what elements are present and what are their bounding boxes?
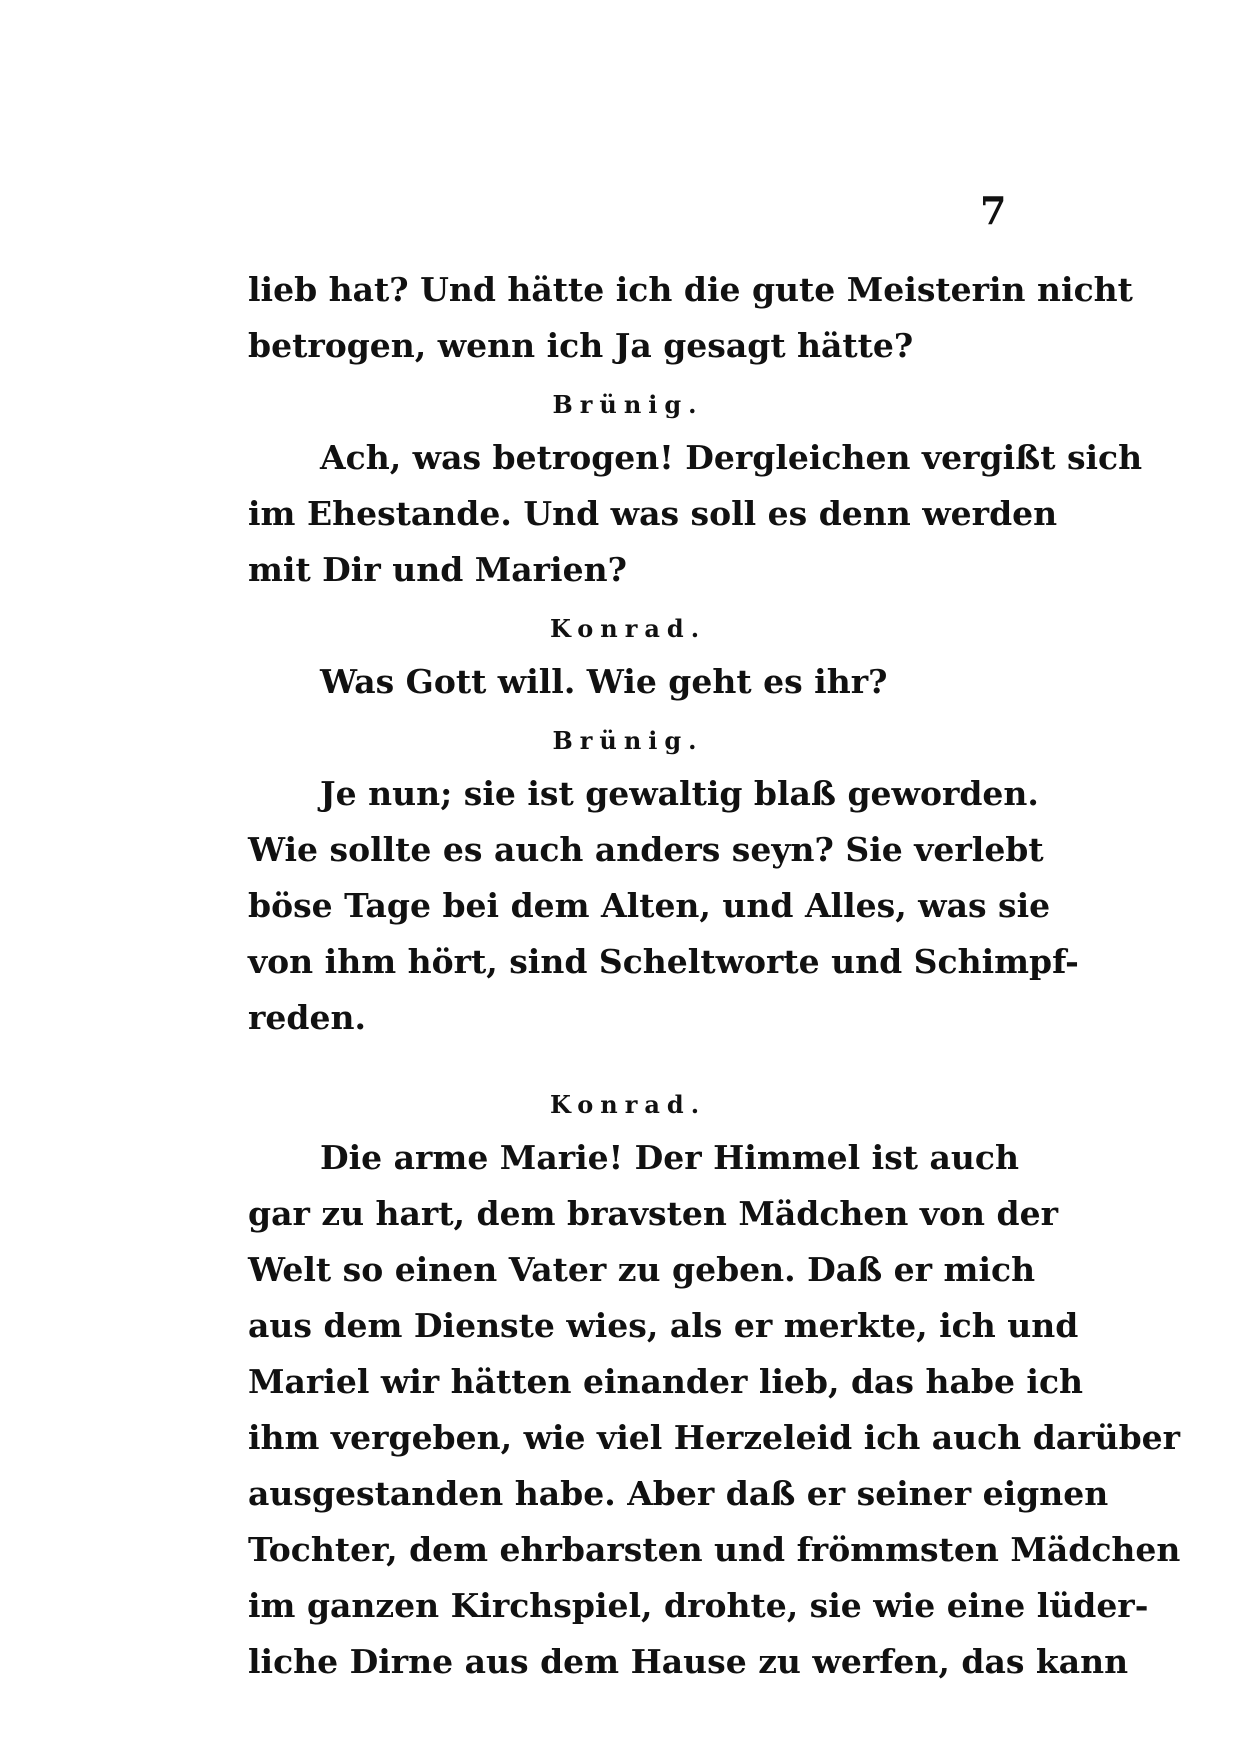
text-line: aus dem Dienste wies, als er merkte, ich und: [248, 1306, 1079, 1345]
speaker-name: Brünig.: [552, 390, 704, 419]
page-text: [248, 262, 1181, 1690]
page-number: 7: [980, 188, 1007, 233]
text-line: Wie sollte es auch anders seyn? Sie verlebt: [248, 830, 1044, 869]
text-line: ihm vergeben, wie viel Herzeleid ich auch darüber: [248, 1418, 1181, 1457]
text-line: Was Gott will. Wie geht es ihr?: [320, 662, 888, 701]
text-line: im ganzen Kirchspiel, drohte, sie wie eine lüder-: [248, 1586, 1149, 1625]
text-line: böse Tage bei dem Alten, und Alles, was sie: [248, 886, 1051, 925]
text-line: mit Dir und Marien?: [248, 550, 627, 589]
text-line: liche Dirne aus dem Hause zu werfen, das kann: [248, 1642, 1129, 1681]
text-line: Welt so einen Vater zu geben. Daß er mich: [248, 1250, 1036, 1289]
text-line: von ihm hört, sind Scheltworte und Schimpf-: [248, 942, 1079, 981]
text-line: Die arme Marie! Der Himmel ist auch: [320, 1138, 1019, 1177]
text-line: Mariel wir hätten einander lieb, das habe ich: [248, 1362, 1084, 1401]
text-line: Je nun; sie ist gewaltig blaß geworden.: [320, 774, 1039, 813]
text-line: Ach, was betrogen! Dergleichen vergißt sich: [320, 438, 1143, 477]
text-line: ausgestanden habe. Aber daß er seiner eignen: [248, 1474, 1109, 1513]
text-line: gar zu hart, dem bravsten Mädchen von der: [248, 1194, 1058, 1233]
speaker-name: Konrad.: [549, 614, 707, 643]
text-line: Tochter, dem ehrbarsten und frömmsten Mädchen: [248, 1530, 1181, 1569]
speaker-name: Brünig.: [552, 726, 704, 755]
text-line: im Ehestande. Und was soll es denn werden: [248, 494, 1058, 533]
text-line: reden.: [248, 998, 366, 1037]
speaker-name: Konrad.: [549, 1090, 707, 1119]
text-line: lieb hat? Und hätte ich die gute Meisterin nicht: [248, 270, 1133, 309]
text-line: betrogen, wenn ich Ja gesagt hätte?: [248, 326, 914, 365]
